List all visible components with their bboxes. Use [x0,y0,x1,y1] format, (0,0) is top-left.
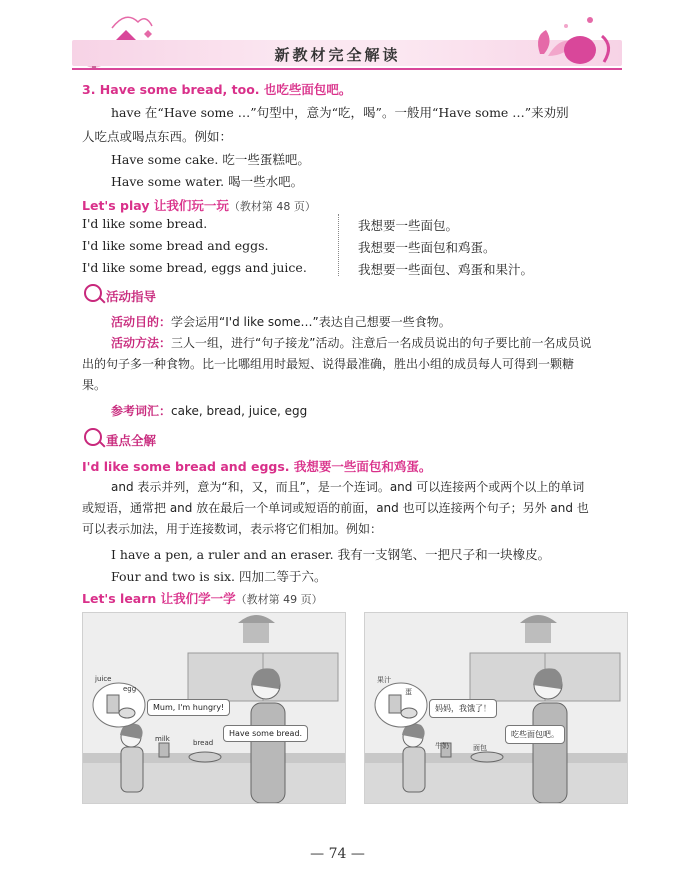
example-sentence: I have a pen, a ruler and an eraser. 我有一支钢笔、一把尺子和一块橡皮。 [111,547,551,562]
page-number: — 74 — [310,846,365,862]
example-sentence: Four and two is six. 四加二等于六。 [111,569,327,584]
keypoints-title: 重点全解 [106,433,157,448]
method-label: 活动方法： [111,336,172,350]
letslearn-heading [82,589,323,607]
vocab-text: cake, bread, juice, egg [171,404,308,418]
keypoints-heading: I'd like some bread and eggs. 我想要一些面包和鸡蛋。 [82,459,432,474]
letsplay-en-3: I'd like some bread, eggs and juice. [82,260,307,275]
letslearn-title: Let's learn 让我们学一学 [82,591,236,606]
paragraph-line: 人吃点或喝点东西。例如： [82,129,233,144]
magnifier-icon [84,284,102,302]
speech-bubble-girl: Mum, I'm hungry! [147,699,230,716]
header-title: 新教材完全解读 [274,46,401,64]
magnifier-icon [84,428,102,446]
vocab-label: 参考词汇： [111,404,172,418]
page-header [0,0,675,78]
paragraph-line: have 在“Have some …”句型中，意为“吃，喝”。一般用“Have some …”来劝别 [111,105,569,120]
label-milk: milk [155,735,170,743]
keypoints-paragraph: and 表示并列，意为“和，又，而且”，是一个连词。and 可以连接两个或两个以上的单词或短语，通常把 and 放在最后一个单词或短语的前面，and 也可以连接两个句子；另外 and 也可以表示加法，用于连接数词，表示将它们相加。例如： [82,480,589,536]
activity-vocab [111,402,307,419]
label-egg-zh: 蛋 [405,688,412,696]
plant-decoration [520,6,620,68]
letsplay-en-1: I'd like some bread. [82,216,208,231]
letsplay-zh-1: 我想要一些面包。 [358,218,459,233]
divider [338,214,339,276]
letsplay-heading [82,196,316,214]
label-milk-zh: 牛奶 [435,742,449,750]
textbook-ref: （教材第 49 页） [235,593,323,606]
label-juice-zh: 果汁 [377,676,391,684]
example-sentence: Have some cake. 吃一些蛋糕吧。 [111,152,310,167]
method-text: 三人一组，进行“句子接龙”活动。注意后一名成员说出的句子要比前一名成员说出的句子多一种食物。比一比哪组用时最短、说得最准确，胜出小组的成员每人可得到一颗糖果。 [82,336,592,392]
letsplay-zh-3: 我想要一些面包、鸡蛋和果汁。 [358,262,534,277]
goal-text: 学会运用“I'd like some…”表达自己想要一些食物。 [171,315,451,329]
illustration-english [82,612,346,804]
activity-method [82,333,592,396]
letsplay-en-2: I'd like some bread and eggs. [82,238,269,253]
section-heading: 3. Have some bread, too. 也吃些面包吧。 [82,82,352,97]
example-sentence: Have some water. 喝一些水吧。 [111,174,304,189]
letsplay-zh-2: 我想要一些面包和鸡蛋。 [358,240,496,255]
speech-bubble-mom: 吃些面包吧。 [505,725,565,744]
goal-label: 活动目的： [111,315,172,329]
textbook-ref: （教材第 48 页） [228,200,316,213]
letsplay-title: Let's play 让我们玩一玩 [82,198,229,213]
speech-bubble-girl: 妈妈，我饿了！ [429,699,497,718]
label-bread: bread [193,739,214,747]
activity-title: 活动指导 [106,289,157,304]
label-bread-zh: 面包 [473,744,487,752]
illustration-chinese [364,612,628,804]
label-juice: juice [95,675,112,683]
label-egg: egg [123,685,137,693]
activity-goal [111,313,451,330]
speech-bubble-mom: Have some bread. [223,725,308,742]
